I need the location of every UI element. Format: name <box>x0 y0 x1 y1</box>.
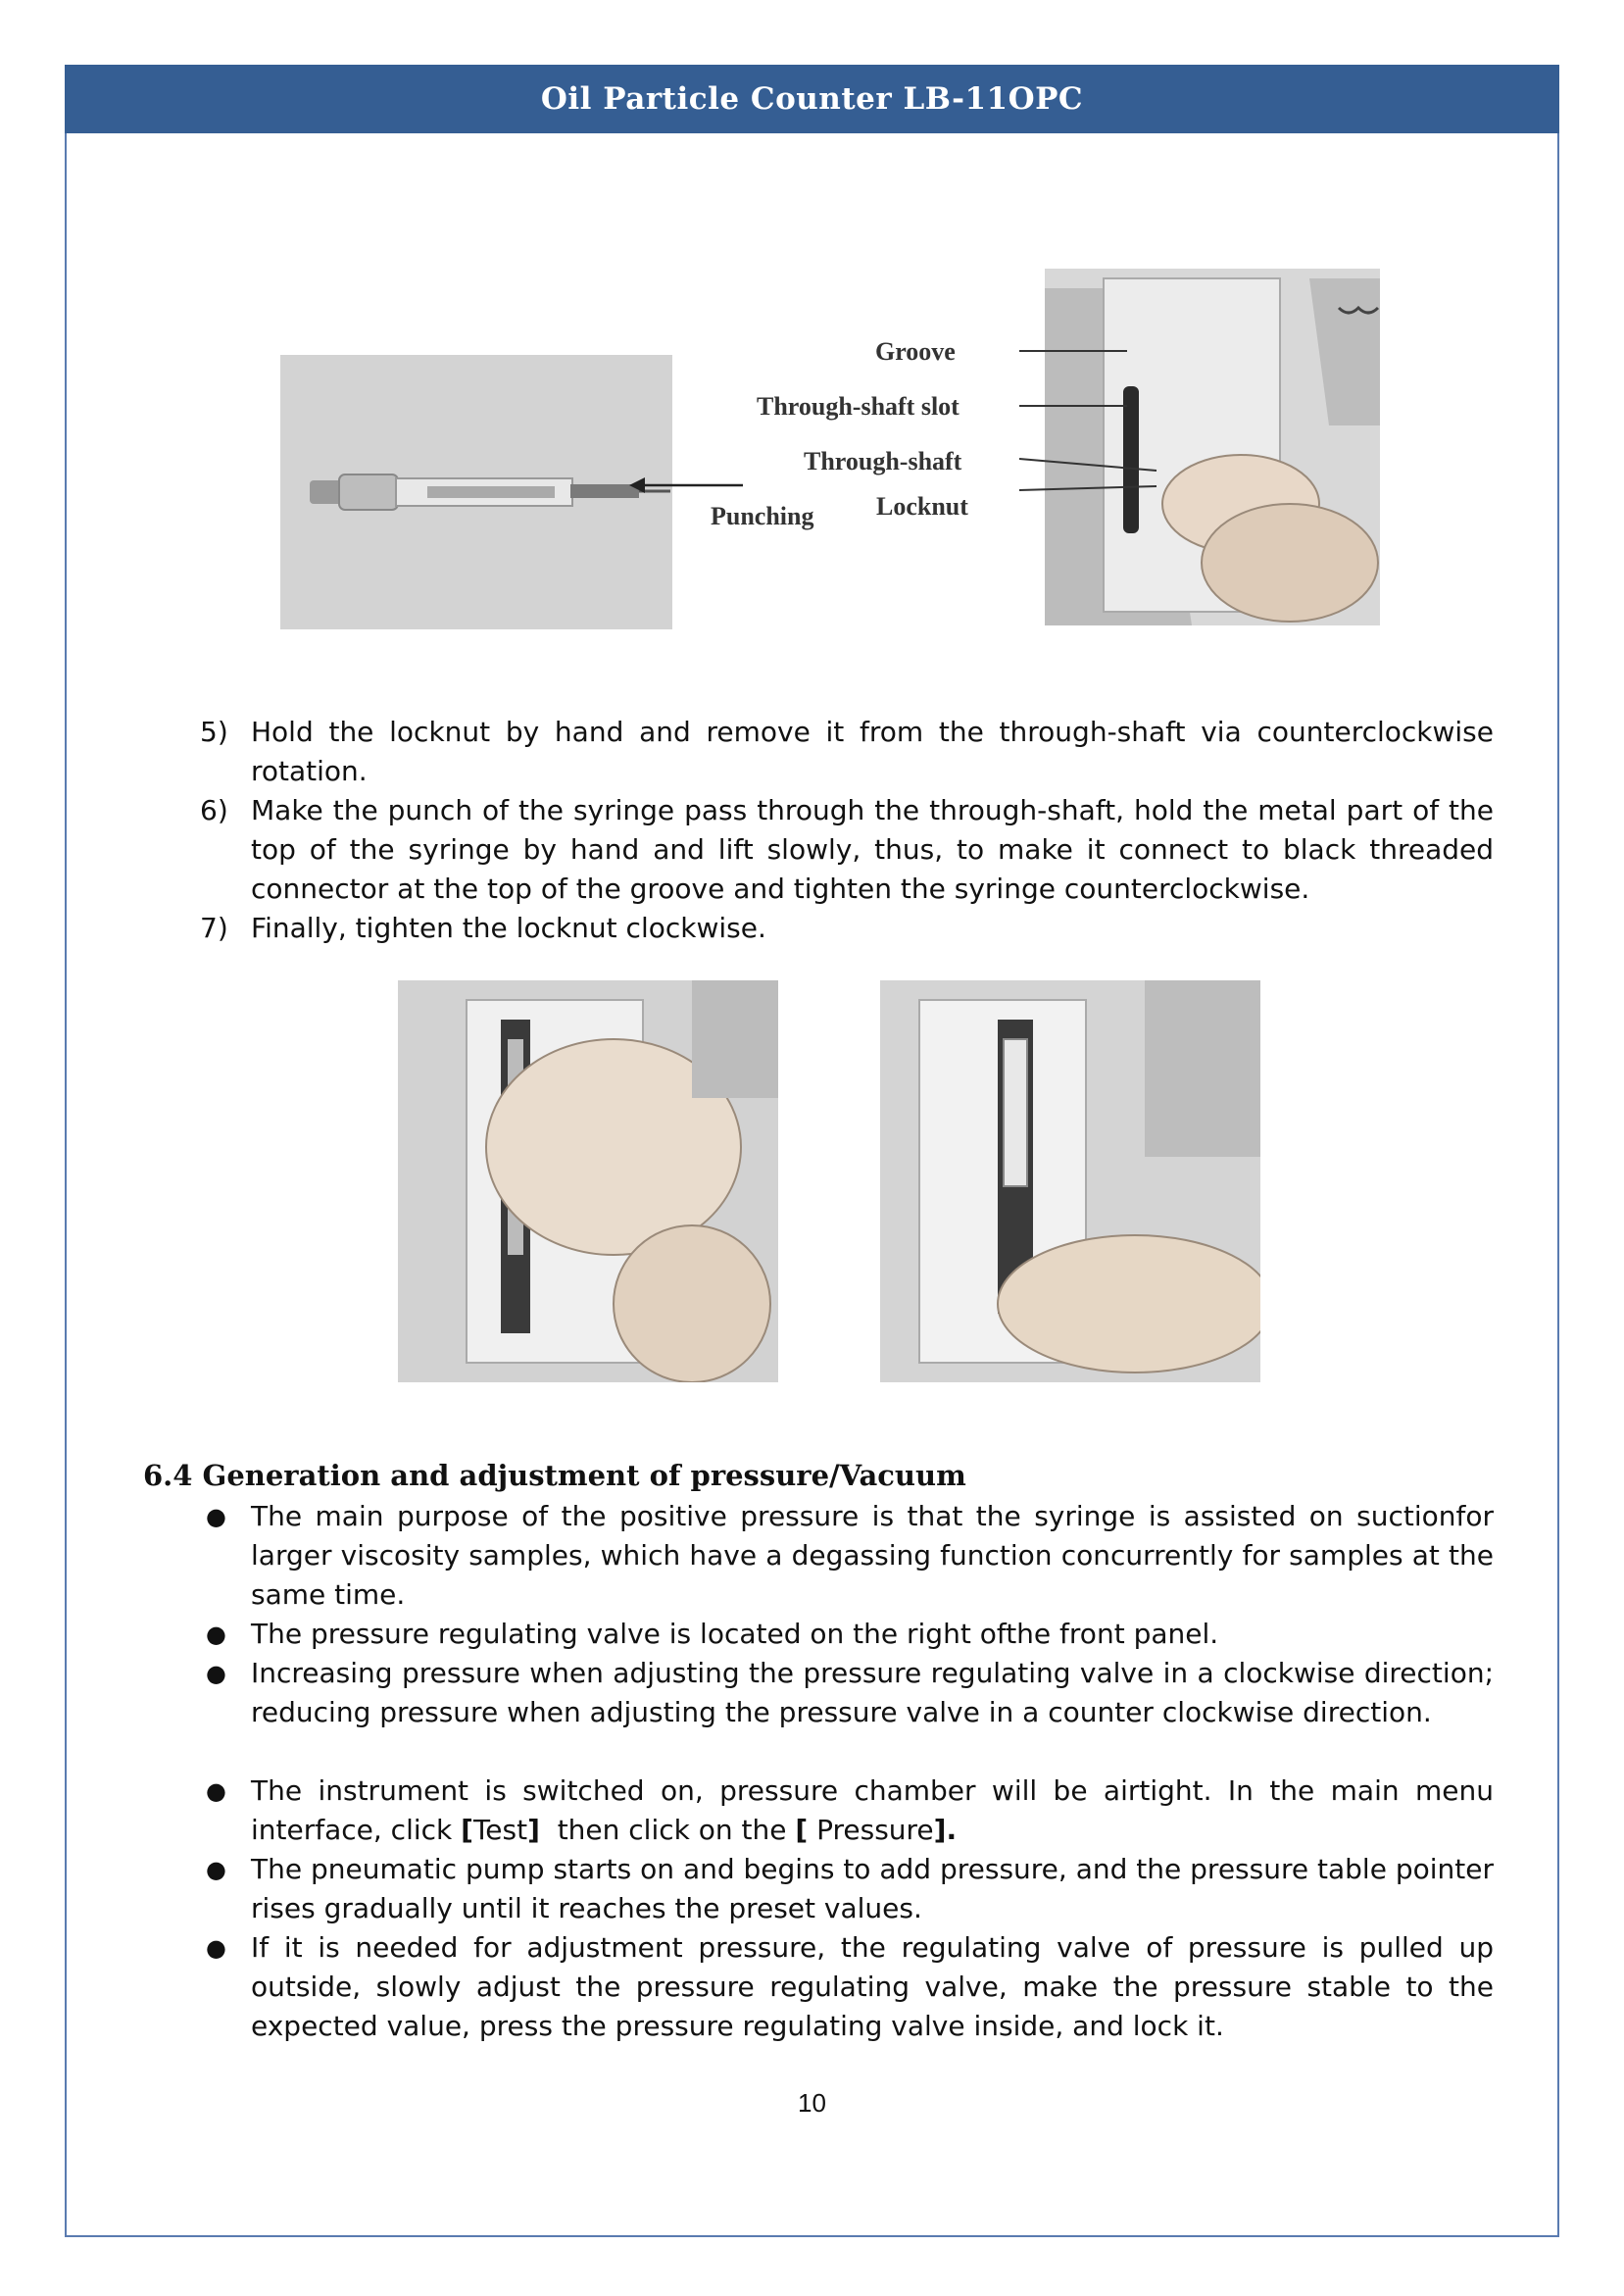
bullet-text: The pneumatic pump starts on and begins to add pressure, and the pressure table pointer rises gradually until it reaches the preset values. <box>251 1853 1494 1924</box>
bullet-dot: ● <box>206 1621 226 1648</box>
bullet-text: If it is needed for adjustment pressure, the regulating valve of pressure is pulled up outside, slowly adjust the pressure regulating valve, make the pressure stable to the expected value, press the pressure regulating valve inside, and lock it. <box>251 1931 1494 2042</box>
bullet-text <box>251 1772 1494 1850</box>
label-punching: Punching <box>711 502 814 530</box>
callout-leader-lines <box>1009 333 1166 510</box>
bullet-text: Increasing pressure when adjusting the pressure regulating valve in a clockwise direction; reducing pressure when adjusting the pressure valve in a counter clockwise direction. <box>251 1657 1494 1728</box>
bullet-text-part: The instrument is switched on, pressure chamber will be airtight. In the main menu interface, click <box>251 1774 1494 1846</box>
bullet-dot: ● <box>206 1856 226 1883</box>
bullet-text: The main purpose of the positive pressure is that the syringe is assisted on suctionfor larger viscosity samples, which have a degassing function concurrently for samples at the same time. <box>251 1500 1494 1611</box>
step-number: 5) <box>200 716 228 748</box>
bullet-dot: ● <box>206 1934 226 1962</box>
locknut-removal-photo <box>398 980 778 1382</box>
label-through-shaft-slot: Through-shaft slot <box>757 392 960 421</box>
label-groove: Groove <box>875 337 956 366</box>
label-through-shaft: Through-shaft <box>804 447 962 475</box>
document-title: Oil Particle Counter LB-11OPC <box>540 81 1084 117</box>
syringe-insert-photo <box>880 980 1260 1382</box>
test-menu-word: Test <box>472 1814 528 1846</box>
syringe-photo <box>280 355 672 629</box>
bracket-open: [ <box>461 1814 473 1846</box>
step-text: Hold the locknut by hand and remove it from the through-shaft via counterclockwise rotation. <box>251 716 1494 787</box>
bullet-dot: ● <box>206 1777 226 1805</box>
document-header <box>65 65 1559 133</box>
bullet-text: The pressure regulating valve is located on the right ofthe front panel. <box>251 1618 1219 1650</box>
section-heading: 6.4 Generation and adjustment of pressure/Vacuum <box>143 1459 966 1492</box>
bullet-dot: ● <box>206 1503 226 1530</box>
step-number: 6) <box>200 794 228 826</box>
punching-arrow <box>627 471 745 500</box>
pressure-menu-word: Pressure <box>808 1814 934 1846</box>
bracket-close: ]. <box>933 1814 958 1846</box>
bracket-close: ] <box>527 1814 540 1846</box>
bullet-dot: ● <box>206 1660 226 1687</box>
step-text: Finally, tighten the locknut clockwise. <box>251 912 766 944</box>
step-text: Make the punch of the syringe pass through the through-shaft, hold the metal part of the top of the syringe by hand and lift slowly, thus, to make it connect to black threaded connector at the top of the groove and tighten the syringe counterclockwise. <box>251 794 1494 905</box>
bullet-text-part: then click on the <box>539 1814 796 1846</box>
page-number: 10 <box>798 2088 826 2118</box>
bracket-open: [ <box>795 1814 809 1846</box>
label-locknut: Locknut <box>876 492 968 521</box>
step-number: 7) <box>200 912 228 944</box>
